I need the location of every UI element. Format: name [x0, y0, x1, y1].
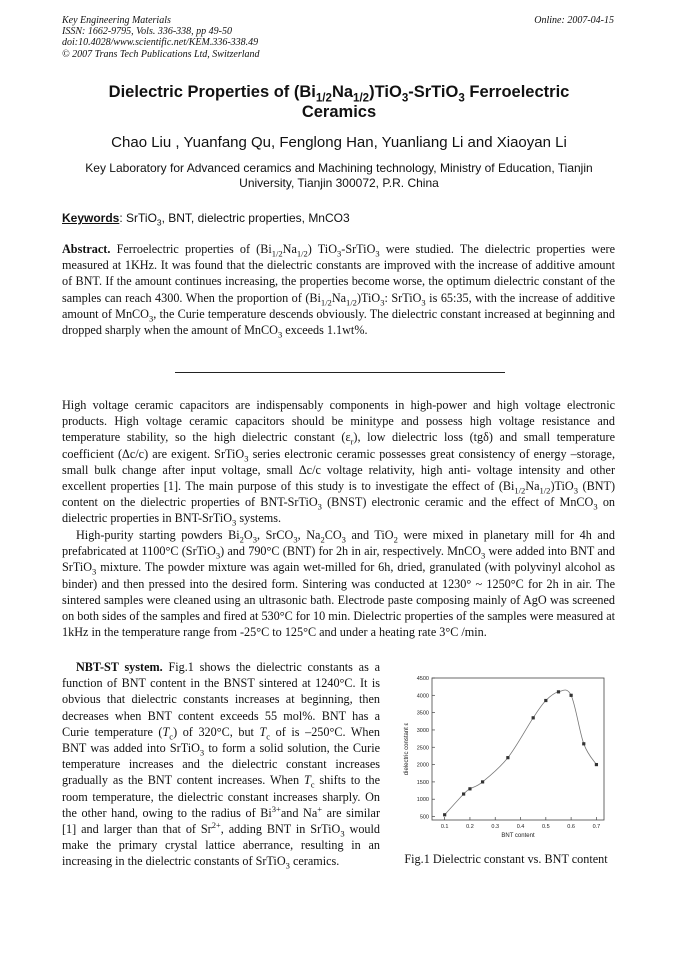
keywords: Keywords: SrTiO$_3$, BNT, dielectric properties, MnCO3 [62, 211, 350, 228]
dielectric-constant-chart [396, 668, 616, 858]
data-point [532, 716, 535, 719]
y-tick-label: 1000 [416, 797, 429, 804]
data-point [462, 792, 465, 795]
data-point [595, 763, 598, 766]
figure-caption: Fig.1 Dielectric constant vs. BNT content [404, 852, 608, 866]
journal-name: Key Engineering Materials [62, 15, 171, 26]
data-point [570, 694, 573, 697]
abstract: Abstract. Ferroelectric properties of $(Bi_{1/2}Na_{1/2})$ TiO$_3$-SrTiO$_3$ were studied. The dielectric properties were measured at 1KHz. It was found that the dielectric constants are improved with the increase of additive amount of BNT. If the amount continues increasing, the properties become worse, the optimum dielectric constant of the samples can reach 4300. When the proportion of $(Bi_{1/2}Na_{1/2})TiO_3$: SrTiO$_3$ is 65:35, with the increase of additive amount of MnCO$_3$, the Curie temperature descends obviously. The dielectric constant increased at beginning and dropped sharply when the amount of MnCO$_3$ exceeds 1.1wt%. [62, 242, 615, 340]
y-tick-label: 2000 [416, 762, 429, 769]
x-tick-label: 0.1 [440, 824, 449, 830]
intro-paragraph: High voltage ceramic capacitors are indispensably components in high-power and high voltage electronic products. High voltage ceramic capacitors should be minitype and possess high voltage resistance and temperature stability, so the high dielectric constant $(\varepsilon_r)$, low dielectric loss (tgδ) and small temperature coefficient (Δc/c) are exigent. SrTiO$_3$ series electronic ceramic possesses great consistency of energy –storage, small bulk change after input voltage, small Δc/c voltage relativity, high anti- voltage intensity and other excellent properties [1]. The main purpose of this study is to investigate the effect of $(Bi_{1/2}Na_{1/2})TiO_3$ (BNT) content on the dielectric properties of BNT-SrTiO$_3$ (BNST) electronic ceramic and the effect of MnCO$_3$ on dielectric properties in BNT-SrTiO$_3$ systems. [62, 398, 616, 528]
y-axis-label: dielectric constant ε [404, 722, 410, 776]
journal-meta [62, 15, 260, 60]
y-tick-label: 2500 [416, 745, 429, 752]
y-tick-label: 500 [419, 814, 429, 821]
data-point [481, 780, 484, 783]
x-tick-label: 0.5 [541, 824, 550, 830]
x-tick-label: 0.3 [491, 824, 500, 830]
affiliation: Key Laboratory for Advanced ceramics and Machining technology, Ministry of Education, Tianjin University, Tianjin 300072, P.R. China [85, 161, 593, 190]
authors: Chao Liu , Yuanfang Qu, Fenglong Han, Yuanliang Li and Xiaoyan Li [111, 134, 567, 151]
keywords-label: Keywords [62, 211, 120, 225]
data-point [443, 813, 446, 816]
issn: ISSN: 1662-9795, Vols. 336-338, pp 49-50 [62, 26, 232, 38]
fit-line [445, 690, 597, 815]
y-tick-label: 3000 [416, 727, 429, 734]
y-tick-label: 3500 [416, 710, 429, 717]
data-point [557, 690, 560, 693]
x-tick-label: 0.2 [466, 824, 474, 830]
nbt-st-paragraph: NBT-ST system. Fig.1 shows the dielectric constants as a function of BNT content in the BNST sintered at 1240°C. It is obvious that dielectric constants increases at beginning, then decreases when BNT content exceeds 55 mol%. BNT has a Curie temperature $(T_c)$ of 320°C, but $T_c$ of is –250°C. When BNT was added into SrTiO$_3$ to form a solid solution, the Curie temperature increases and the dielectric constant increases gradually as the BNT content increases. When $T_c$ shifts to the room temperature, the dielectric constant increases sharply. On the other hand, owing to the radius of $Bi^{3+}and$ Na+ are similar [1] and larger than that of $Sr^{2+}$, adding BNT in SrTiO$_3$ would make the primary crystal lattice aberrance, resulting in an increasing in the dielectric constants of SrTiO$_3$ ceramics. [62, 660, 381, 871]
paper-title: Dielectric Properties of $(Bi_{1/2}Na_{1/2})TiO_3-SrTiO_3$ Ferroelectric Ceramics [108, 83, 570, 121]
data-point [506, 756, 509, 759]
copyright: © 2007 Trans Tech Publications Ltd, Switzerland [62, 48, 260, 60]
data-point [468, 787, 471, 790]
abstract-label: Abstract. [62, 242, 111, 256]
section-divider [175, 372, 505, 373]
y-tick-label: 1500 [416, 779, 429, 786]
methods-paragraph: High-purity starting powders $Bi_2O_3$, SrCO$_3$, $Na_2CO_3$ and TiO$_2$ were mixed in planetary mill for 4h and prefabricated at 1100°C (SrTiO$_3$) and 790°C (BNT) for 2h in air, respectively. MnCO$_3$ were added into BNT and SrTiO$_3$ mixture. The powder mixture was again wet-milled for 6h, dried, granulated (with polyvinyl alcohol as binder) and then pressed into the desired form. Sintering was conducted at 1230° ~ 1250°C for 2h in air. The sintered samples were cleaned using an ultrasonic bath. Electrode paste composing mainly of AgO was screened on both sides of the samples and fired at 530°C for 10 min. Dielectric properties of the samples were measured at 1kHz in the temperature range from -25°C to 125°C and under a heating rate 3°C /min. [62, 528, 615, 640]
doi: doi:10.4028/www.scientific.net/KEM.336-338.49 [62, 37, 259, 49]
data-point [582, 742, 585, 745]
data-point [544, 699, 547, 702]
y-tick-label: 4500 [416, 676, 429, 682]
x-tick-label: 0.7 [592, 824, 601, 830]
x-axis-label: BNT content [501, 833, 535, 839]
nbt-st-heading: NBT-ST system. [76, 660, 163, 674]
plot-frame [432, 678, 604, 820]
x-tick-label: 0.6 [567, 824, 575, 830]
y-tick-label: 4000 [416, 693, 429, 700]
x-tick-label: 0.4 [516, 824, 525, 830]
online-date: Online: 2007-04-15 [534, 15, 614, 26]
